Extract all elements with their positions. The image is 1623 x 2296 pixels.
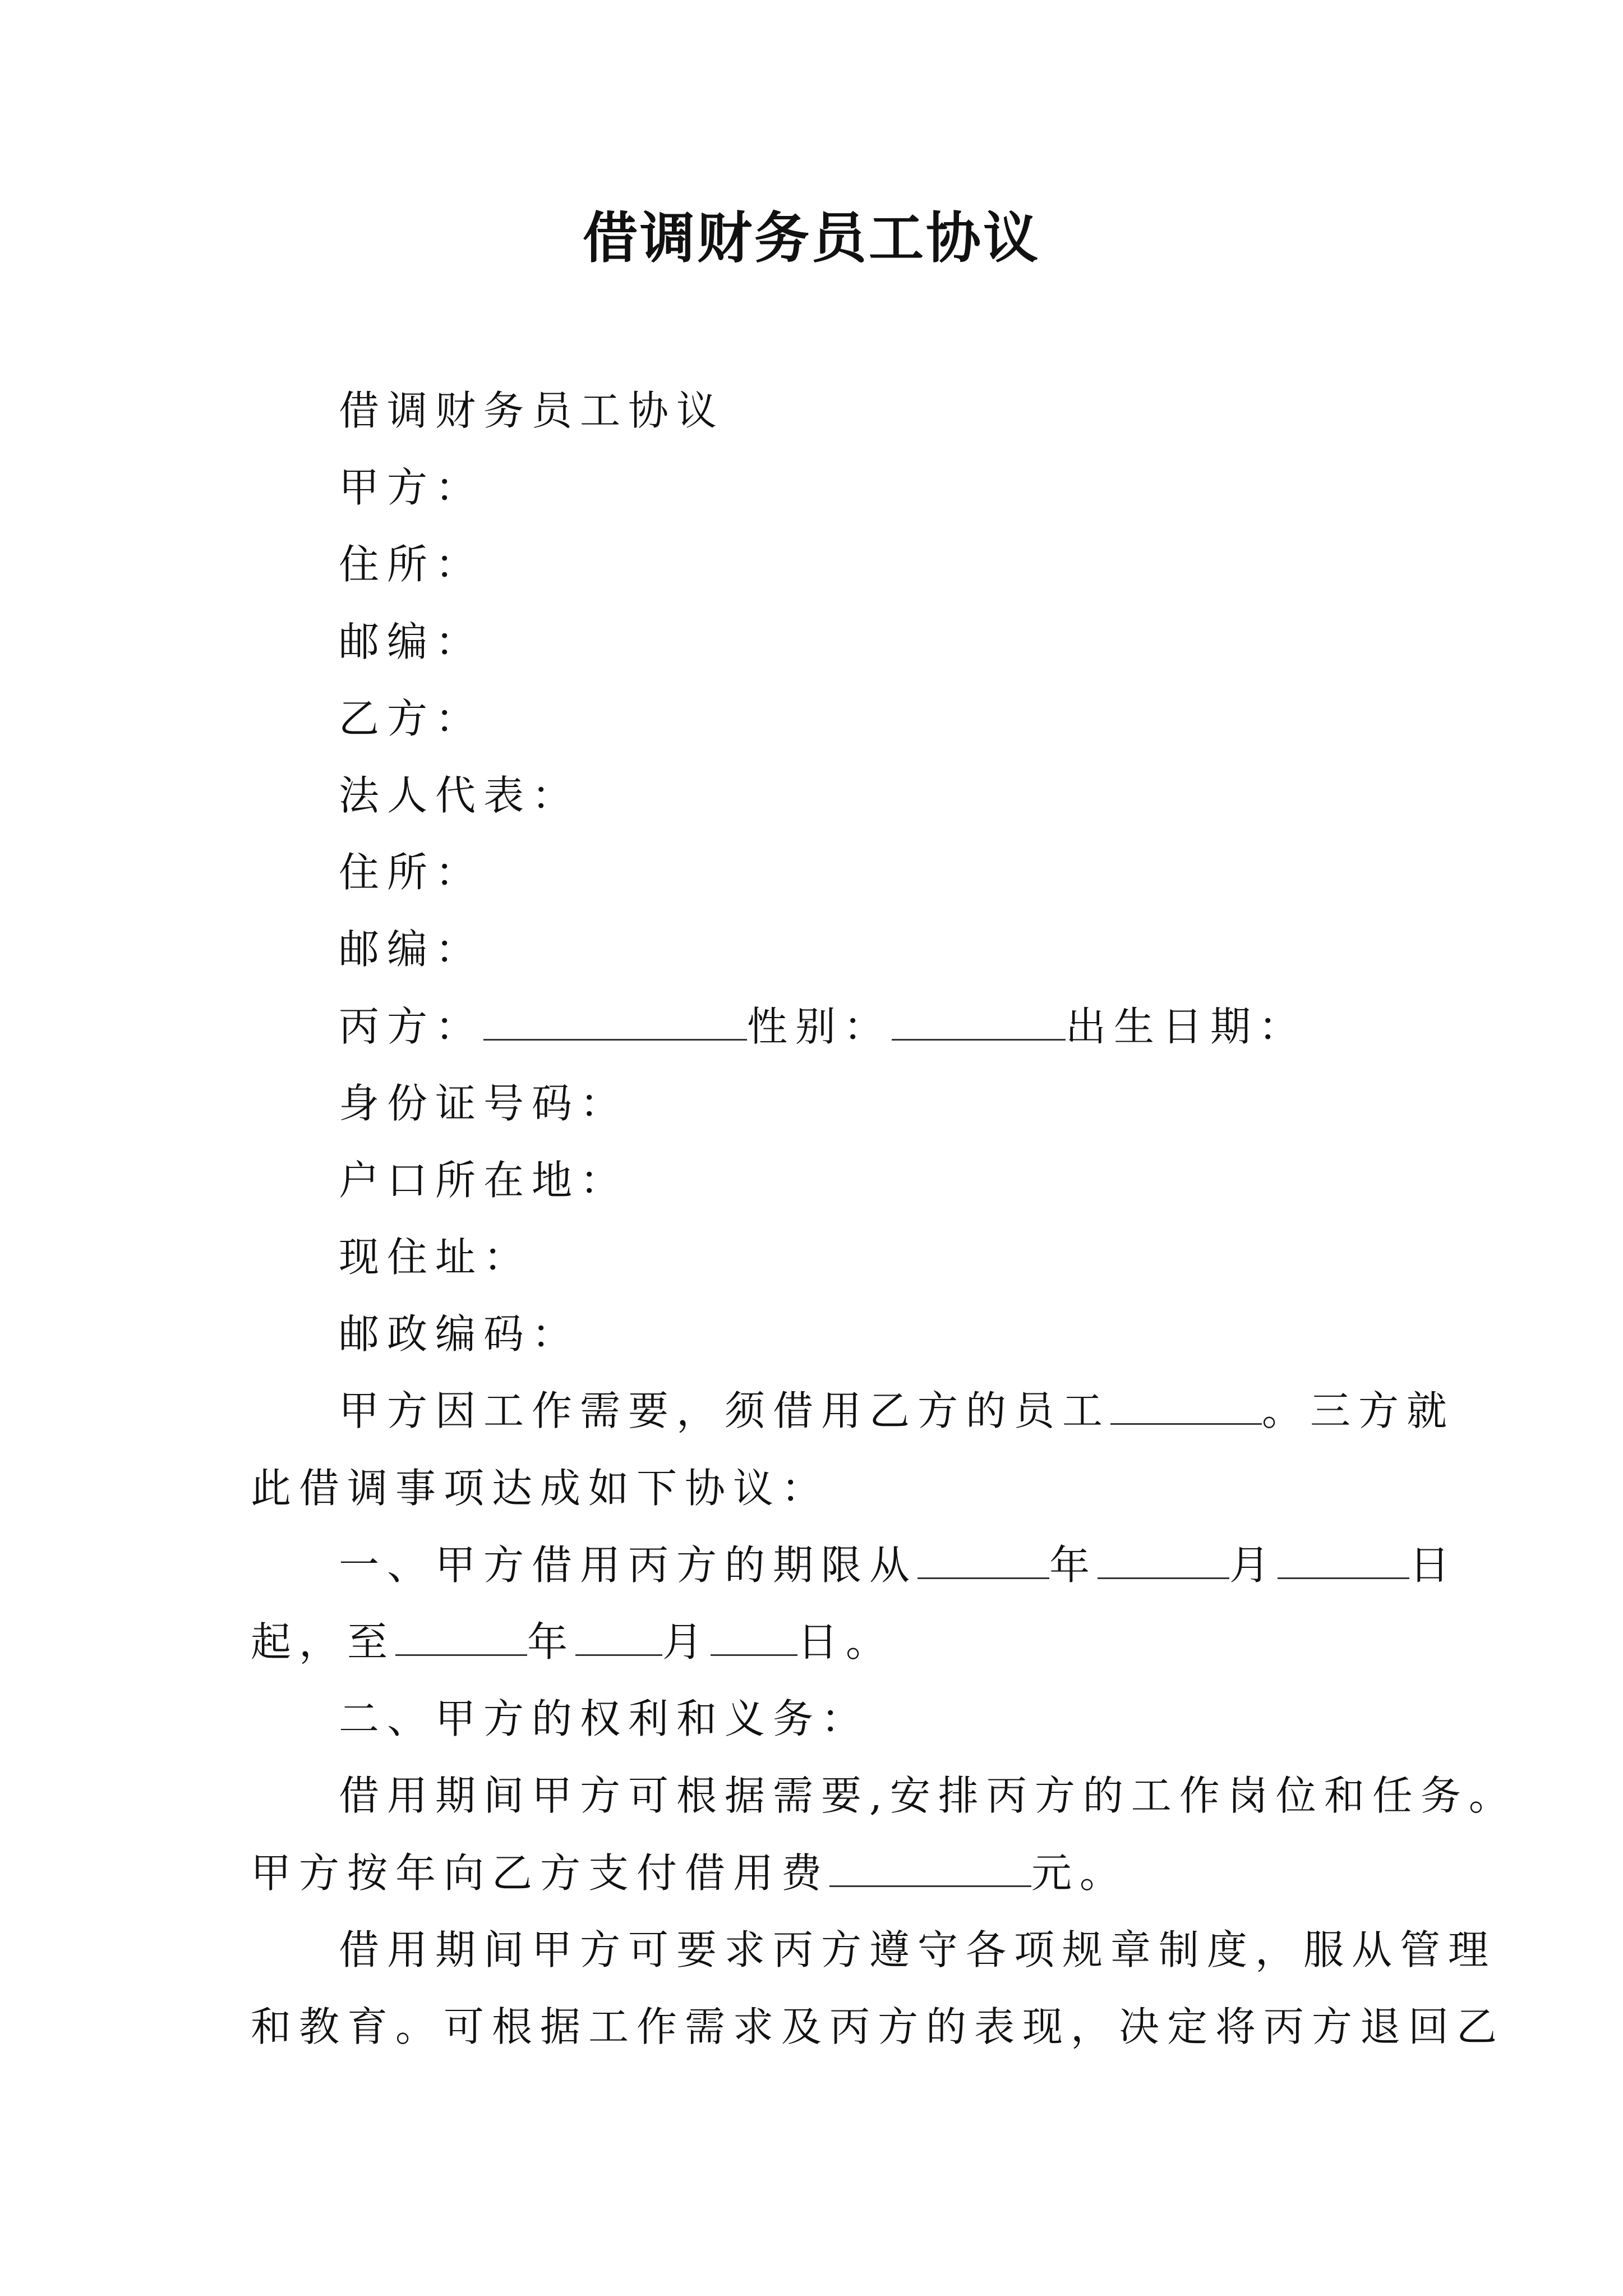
party-c-label: 丙方： — [339, 1002, 484, 1050]
party-b-legal-rep-label: 法人代表： — [339, 771, 580, 819]
clause2-para1-line1: 借用期间甲方可根据需要,安排丙方的工作岗位和任务。 — [339, 1772, 1517, 1820]
party-b-address-label: 住所： — [339, 849, 484, 896]
document-subtitle: 借调财务员工协议 — [339, 387, 725, 434]
party-a-postcode-label: 邮编： — [339, 618, 484, 665]
end-year-label: 年 — [527, 1618, 576, 1665]
end-day-blank[interactable] — [711, 1621, 797, 1656]
fee-text: 甲方按年向乙方支付借用费 — [251, 1849, 830, 1897]
end-month-label: 月 — [662, 1618, 711, 1665]
end-day-label: 日。 — [797, 1618, 895, 1665]
party-c-birth-label: 出生日期： — [1066, 1002, 1307, 1050]
party-c-current-address-label: 现住址： — [339, 1234, 532, 1281]
clause1-to-text: 起，至 — [251, 1618, 396, 1665]
clause1-line-2 — [251, 1604, 1395, 1681]
clause1-line-1 — [251, 1527, 1458, 1604]
party-c-gender-blank[interactable] — [892, 1005, 1066, 1041]
intro-line-2: 此借调事项达成如下协议： — [251, 1464, 830, 1512]
fee-unit: 元。 — [1031, 1849, 1128, 1897]
start-year-blank[interactable] — [917, 1544, 1049, 1579]
party-c-id-label: 身份证号码： — [339, 1079, 629, 1127]
party-a-label: 甲方： — [339, 464, 484, 512]
party-b-postcode-label: 邮编： — [339, 926, 484, 973]
party-c-postal-code-label: 邮政编码： — [339, 1310, 580, 1358]
party-c-gender-label: 性别： — [747, 1002, 892, 1050]
end-year-blank[interactable] — [395, 1621, 527, 1656]
clause2-para2-line2: 和教育。可根据工作需求及丙方的表现，决定将丙方退回乙 — [251, 2003, 1505, 2050]
clause2-heading: 二、甲方的权利和义务： — [339, 1695, 870, 1743]
party-c-name-blank[interactable] — [483, 1005, 747, 1041]
intro-line-1 — [251, 1373, 1455, 1450]
fee-amount-blank[interactable] — [829, 1852, 1031, 1887]
start-month-blank[interactable] — [1098, 1544, 1229, 1579]
employee-name-blank[interactable] — [1110, 1389, 1262, 1425]
document-title: 借调财务员工协议 — [582, 206, 1040, 270]
party-c-hukou-label: 户口所在地： — [339, 1156, 629, 1204]
intro-text-a: 甲方因工作需要，须借用乙方的员工 — [339, 1387, 1111, 1435]
start-day-blank[interactable] — [1278, 1544, 1409, 1579]
document-body — [251, 372, 1517, 2065]
party-b-label: 乙方： — [339, 694, 484, 742]
start-year-label: 年 — [1049, 1541, 1098, 1589]
clause1-text: 一、甲方借用丙方的期限从 — [339, 1541, 918, 1589]
end-month-blank[interactable] — [575, 1621, 662, 1656]
start-day-label: 日 — [1409, 1541, 1458, 1589]
clause2-para1-line2 — [251, 1835, 1395, 1912]
clause2-para2-line1: 借用期间甲方可要求丙方遵守各项规章制度，服从管理 — [339, 1926, 1497, 1973]
party-a-address-label: 住所： — [339, 541, 484, 588]
party-c-line — [251, 988, 1395, 1065]
start-month-label: 月 — [1229, 1541, 1278, 1589]
intro-text-b: 。三方就 — [1262, 1387, 1455, 1435]
